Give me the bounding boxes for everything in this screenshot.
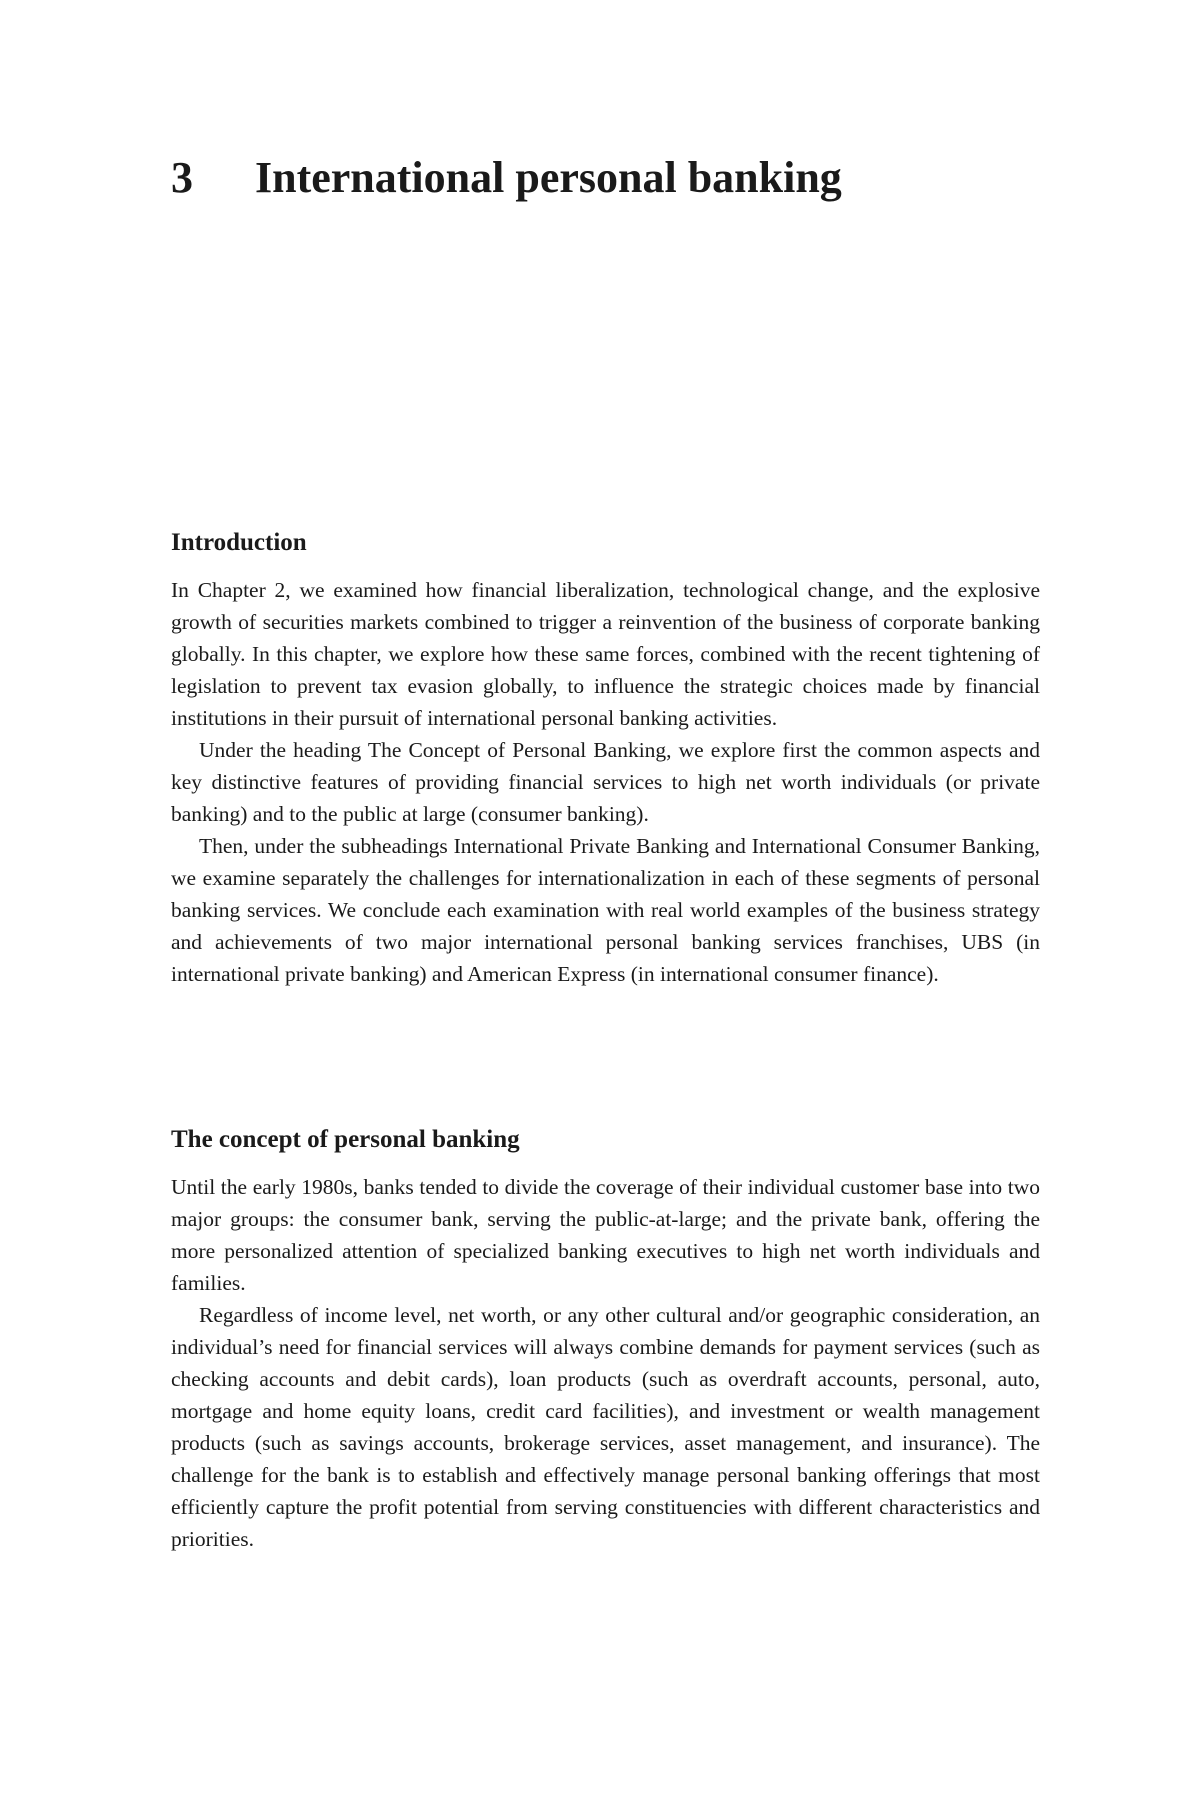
chapter-number: 3 (171, 153, 193, 202)
introduction-paragraph-3: Then, under the subheadings International Private Banking and International Consumer Banking, we examine separately the challenges for internationalization in each of these segments of personal banking services. We conclude each examination with real world examples of the business strategy and achievements of two major international personal banking services franchises, UBS (in international private banking) and American Express (in international consumer finance). (171, 834, 1040, 986)
introduction-paragraph-1: In Chapter 2, we examined how financial liberalization, technological change, and the explosive growth of securities markets combined to trigger a reinvention of the business of corporate banking globally. In this chapter, we explore how these same forces, combined with the recent tightening of legislation to prevent tax evasion globally, to influence the strategic choices made by financial institutions in their pursuit of international personal banking activities. (171, 578, 1040, 730)
concept-paragraph-2: Regardless of income level, net worth, or any other cultural and/or geographic consideration, an individual’s need for financial services will always combine demands for payment services (such as checking accounts and debit cards), loan products (such as overdraft accounts, personal, auto, mortgage and home equity loans, credit card facilities), and investment or wealth management products (such as savings accounts, brokerage services, asset management, and insurance). The challenge for the bank is to establish and effectively manage personal banking offerings that most efficiently capture the profit potential from serving constituencies with different characteristics and priorities. (171, 1303, 1040, 1551)
introduction-section (171, 526, 1040, 990)
concept-paragraph-1: Until the early 1980s, banks tended to divide the coverage of their individual customer base into two major groups: the consumer bank, serving the public-at-large; and the private bank, offering the more personalized attention of specialized banking executives to high net worth individuals and families. (171, 1175, 1040, 1295)
chapter-title: International personal banking (255, 153, 842, 202)
concept-section (171, 1123, 1040, 1555)
introduction-paragraph-2: Under the heading The Concept of Personal Banking, we explore first the common aspects and key distinctive features of providing financial services to high net worth individuals (or private banking) and to the public at large (consumer banking). (171, 738, 1040, 826)
chapter-heading (171, 148, 842, 208)
introduction-heading: Introduction (171, 529, 307, 556)
concept-heading: The concept of personal banking (171, 1126, 520, 1153)
